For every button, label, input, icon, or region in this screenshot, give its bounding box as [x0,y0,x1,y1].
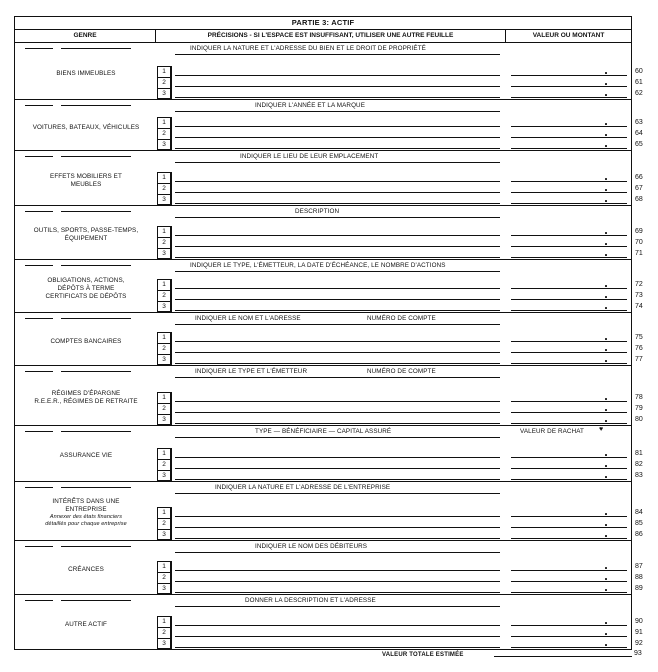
section-header: INDIQUER LE NOM DES DÉBITEURS [255,543,368,550]
section-header: INDIQUER LE TYPE ET L'ÉMETTEUR [195,368,308,375]
line-number: 63 [635,119,643,126]
description-entry-line[interactable] [175,570,500,571]
row-number-box: 2 [157,343,171,354]
description-entry-line[interactable] [175,538,500,539]
value-entry-line[interactable] [511,97,627,98]
value-entry-line[interactable] [511,235,627,236]
header-underline[interactable] [175,493,500,494]
line-number: 66 [635,174,643,181]
genre-text: CERTIFICATS DE DÉPÔTS [45,293,127,300]
section-6 [14,313,643,366]
row-number-box: 3 [157,248,171,259]
genre-label [17,277,155,301]
value-entry-line[interactable] [511,468,627,469]
total-line-number: 93 [634,650,642,657]
heart-icon: ♥ [599,426,604,433]
description-entry-line[interactable] [175,203,500,204]
section-3 [14,151,643,206]
row-number-box: 2 [157,459,171,470]
description-entry-line[interactable] [175,401,500,402]
row-number-box: 1 [157,332,171,343]
value-entry-line[interactable] [511,246,627,247]
description-entry-line[interactable] [175,235,500,236]
header-underline[interactable] [175,606,500,607]
description-entry-line[interactable] [175,647,500,648]
asset-form [14,16,643,658]
section-1 [14,43,643,100]
header-underline[interactable] [175,552,500,553]
section-header: INDIQUER LA NATURE ET L'ADRESSE DU BIEN ET LE DROIT DE PROPRIÉTÉ [190,45,426,52]
line-number: 62 [635,90,643,97]
column-genre: GENRE [73,32,97,39]
line-number: 64 [635,130,643,137]
line-number: 60 [635,68,643,75]
line-number: 78 [635,394,643,401]
form-title: PARTIE 3: ACTIF [14,16,632,30]
description-entry-line[interactable] [175,457,500,458]
description-entry-line[interactable] [175,86,500,87]
row-number-box: 3 [157,301,171,312]
row-number-box: 2 [157,183,171,194]
value-entry-line[interactable] [511,341,627,342]
row-number-box: 1 [157,117,171,128]
genre-text: ASSURANCE VIE [59,452,113,459]
line-number: 82 [635,461,643,468]
line-number: 79 [635,405,643,412]
section-header-secondary: VALEUR DE RACHAT [520,428,584,435]
header-underline[interactable] [175,162,500,163]
line-number: 80 [635,416,643,423]
value-entry-line[interactable] [511,363,627,364]
genre-text: INTÉRÊTS DANS UNE [52,498,120,505]
description-entry-line[interactable] [175,75,500,76]
row-number-box: 3 [157,529,171,540]
genre-label [17,124,155,132]
line-number: 70 [635,239,643,246]
genre-label [17,621,155,629]
line-number: 89 [635,585,643,592]
row-number-box: 3 [157,88,171,99]
genre-label [17,227,155,243]
section-header: INDIQUER LA NATURE ET L'ADRESSE DE L'ENTREPRISE [215,484,391,491]
row-number-box: 3 [157,194,171,205]
row-number-box: 2 [157,237,171,248]
row-number-box: 3 [157,583,171,594]
genre-text: RÉGIMES D'ÉPARGNE [51,390,121,397]
section-9 [14,482,643,541]
section-header: DONNER LA DESCRIPTION ET L'ADRESSE [245,597,376,604]
description-entry-line[interactable] [175,341,500,342]
value-entry-line[interactable] [511,203,627,204]
value-entry-line[interactable] [511,570,627,571]
line-number: 77 [635,356,643,363]
row-number-box: 2 [157,77,171,88]
row-number-box: 1 [157,66,171,77]
line-number: 73 [635,292,643,299]
value-entry-line[interactable] [511,479,627,480]
value-entry-line[interactable] [511,126,627,127]
header-underline[interactable] [175,377,500,378]
row-number-box: 1 [157,279,171,290]
row-number-box: 1 [157,507,171,518]
row-number-box: 3 [157,638,171,649]
description-entry-line[interactable] [175,137,500,138]
line-number: 72 [635,281,643,288]
line-number: 68 [635,196,643,203]
line-number: 88 [635,574,643,581]
section-7 [14,366,643,426]
section-header: INDIQUER LE NOM ET L'ADRESSE [195,315,301,322]
section-header: DESCRIPTION [295,208,340,215]
genre-label [17,566,155,574]
genre-note: détaillés pour chaque entreprise [45,520,127,527]
genre-text: CRÉANCES [68,566,104,573]
description-entry-line[interactable] [175,181,500,182]
value-entry-line[interactable] [511,516,627,517]
row-number-box: 1 [157,561,171,572]
value-entry-line[interactable] [511,412,627,413]
section-8 [14,426,643,482]
genre-label [17,173,155,189]
row-number-box: 3 [157,139,171,150]
value-entry-line[interactable] [511,137,627,138]
row-number-box: 2 [157,128,171,139]
genre-label [17,498,155,527]
section-4 [14,206,643,260]
genre-text: OBLIGATIONS, ACTIONS, [47,277,125,284]
header-underline[interactable] [175,54,500,55]
line-number: 69 [635,228,643,235]
genre-label [17,390,155,406]
line-number: 91 [635,629,643,636]
line-number: 90 [635,618,643,625]
description-entry-line[interactable] [175,636,500,637]
value-entry-line[interactable] [511,647,627,648]
genre-text: DÉPÔTS À TERME [57,285,115,292]
description-entry-line[interactable] [175,310,500,311]
genre-text: R.E.E.R., RÉGIMES DE RETRAITE [34,398,138,405]
section-2 [14,100,643,151]
value-entry-line[interactable] [511,257,627,258]
genre-text: MEUBLES [70,181,102,188]
description-entry-line[interactable] [175,363,500,364]
value-entry-line[interactable] [511,192,627,193]
description-entry-line[interactable] [175,126,500,127]
genre-text: COMPTES BANCAIRES [50,338,122,345]
description-entry-line[interactable] [175,581,500,582]
genre-note: Annexer des états financiers [49,514,123,520]
header-underline[interactable] [175,324,500,325]
line-number: 67 [635,185,643,192]
line-number: 84 [635,509,643,516]
total-label: VALEUR TOTALE ESTIMÉE [382,652,464,658]
value-entry-line[interactable] [511,625,627,626]
line-number: 86 [635,531,643,538]
description-entry-line[interactable] [175,288,500,289]
genre-label [17,452,155,460]
description-entry-line[interactable] [175,412,500,413]
value-entry-line[interactable] [511,581,627,582]
section-11 [14,595,643,650]
row-number-box: 1 [157,392,171,403]
genre-text: BIENS IMMEUBLES [56,70,116,77]
line-number: 61 [635,79,643,86]
row-number-box: 1 [157,172,171,183]
row-number-box: 1 [157,616,171,627]
row-number-box: 3 [157,470,171,481]
row-number-box: 2 [157,627,171,638]
line-number: 92 [635,640,643,647]
description-entry-line[interactable] [175,527,500,528]
section-5 [14,260,643,313]
genre-text: ÉQUIPEMENT [64,235,108,242]
line-number: 81 [635,450,643,457]
genre-label [17,70,155,78]
description-entry-line[interactable] [175,625,500,626]
line-number: 85 [635,520,643,527]
description-entry-line[interactable] [175,516,500,517]
line-number: 76 [635,345,643,352]
genre-text: AUTRE ACTIF [64,621,108,628]
description-entry-line[interactable] [175,246,500,247]
row-number-box: 3 [157,354,171,365]
description-entry-line[interactable] [175,192,500,193]
value-entry-line[interactable] [511,401,627,402]
section-header: INDIQUER L'ANNÉE ET LA MARQUE [255,102,366,109]
description-entry-line[interactable] [175,148,500,149]
section-header-secondary: NUMÉRO DE COMPTE [367,368,436,375]
value-entry-line[interactable] [511,352,627,353]
column-headers [14,29,632,43]
description-entry-line[interactable] [175,468,500,469]
line-number: 74 [635,303,643,310]
column-valeur: VALEUR OU MONTANT [532,32,605,39]
genre-text: ENTREPRISE [65,506,107,513]
line-number: 71 [635,250,643,257]
line-number: 75 [635,334,643,341]
genre-text: VOITURES, BATEAUX, VÉHICULES [32,124,140,131]
description-entry-line[interactable] [175,352,500,353]
row-number-box: 2 [157,572,171,583]
value-entry-line[interactable] [511,457,627,458]
line-number: 87 [635,563,643,570]
genre-text: OUTILS, SPORTS, PASSE-TEMPS, [33,227,139,234]
description-entry-line[interactable] [175,423,500,424]
column-precisions: PRÉCISIONS - SI L'ESPACE EST INSUFFISANT, UTILISER UNE AUTRE FEUILLE [207,32,454,39]
row-number-box: 2 [157,518,171,529]
value-entry-line[interactable] [511,148,627,149]
header-underline[interactable] [175,111,500,112]
value-entry-line[interactable] [511,86,627,87]
description-entry-line[interactable] [175,299,500,300]
section-header-secondary: NUMÉRO DE COMPTE [367,315,436,322]
section-header: INDIQUER LE TYPE, L'ÉMETTEUR, LA DATE D'ÉCHÉANCE, LE NOMBRE D'ACTIONS [190,262,446,269]
row-number-box: 1 [157,226,171,237]
genre-text: EFFETS MOBILIERS ET [50,173,122,180]
line-number: 65 [635,141,643,148]
description-entry-line[interactable] [175,592,500,593]
description-entry-line[interactable] [175,97,500,98]
row-number-box: 3 [157,414,171,425]
value-entry-line[interactable] [511,527,627,528]
value-entry-line[interactable] [511,636,627,637]
row-number-box: 2 [157,403,171,414]
genre-label [17,338,155,346]
row-number-box: 1 [157,448,171,459]
value-entry-line[interactable] [511,288,627,289]
value-entry-line[interactable] [511,181,627,182]
header-underline[interactable] [175,271,500,272]
header-underline[interactable] [175,217,500,218]
section-header: INDIQUER LE LIEU DE LEUR EMPLACEMENT [240,153,379,160]
row-number-box: 2 [157,290,171,301]
value-entry-line[interactable] [511,423,627,424]
value-entry-line[interactable] [511,538,627,539]
line-number: 83 [635,472,643,479]
value-entry-line[interactable] [511,310,627,311]
header-underline[interactable] [175,437,500,438]
value-entry-line[interactable] [511,75,627,76]
value-entry-line[interactable] [511,299,627,300]
total-value-field[interactable] [494,656,632,657]
description-entry-line[interactable] [175,257,500,258]
section-10 [14,541,643,595]
section-header: TYPE — BÉNÉFICIAIRE — CAPITAL ASSURÉ [255,428,392,435]
description-entry-line[interactable] [175,479,500,480]
value-entry-line[interactable] [511,592,627,593]
